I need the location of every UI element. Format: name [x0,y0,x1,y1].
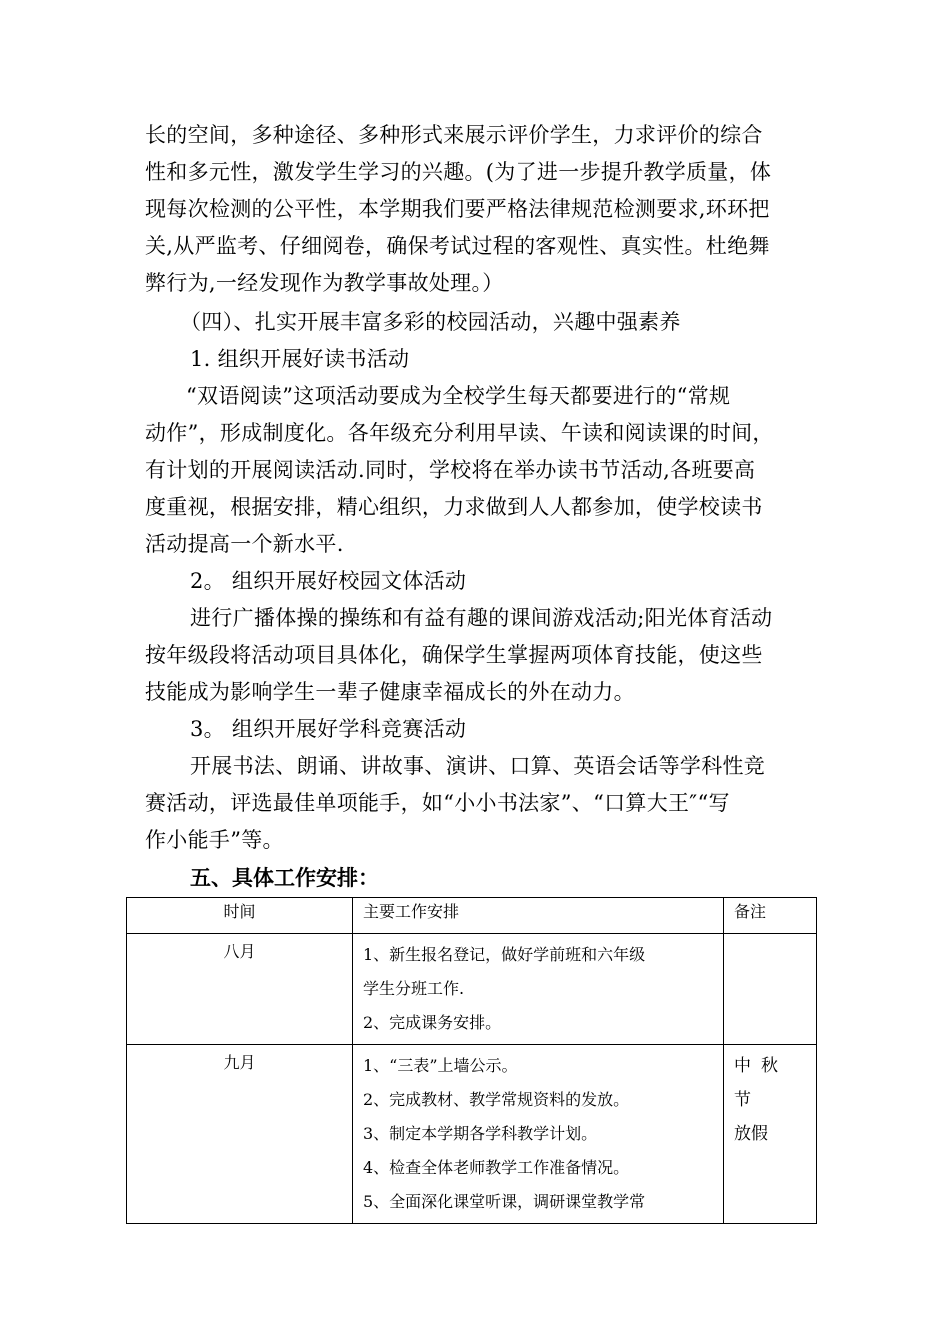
schedule-table [126,897,817,1224]
row-item: 1、“三表”上墙公示。 [363,1056,518,1075]
row-item: 2、完成教材、教学常规资料的发放。 [363,1090,630,1109]
item-heading: 2。 组织开展好校园文体活动 [190,569,467,593]
paragraph-line: 赛活动，评选最佳单项能手，如“小小书法家”、“口算大王″“写 [145,791,730,815]
row-item: 3、制定本学期各学科教学计划。 [363,1124,598,1143]
row-item: 5、全面深化课堂听课，调研课堂教学常 [363,1192,646,1211]
row-main [353,1045,724,1224]
paragraph-line: 动作”，形成制度化。各年级充分利用早读、午读和阅读课的时间， [145,421,774,445]
paragraph-line: 按年级段将活动项目具体化，确保学生掌握两项体育技能，使这些 [145,643,763,667]
item-heading: 3。 组织开展好学科竞赛活动 [190,717,467,741]
table-row [127,934,817,1045]
header-time: 时间 [127,898,353,934]
paragraph-line: 弊行为,一经发现作为教学事故处理。） [145,271,504,295]
paragraph-line: 技能成为影响学生一辈子健康幸福成长的外在动力。 [145,680,635,704]
paragraph-line: “双语阅读”这项活动要成为全校学生每天都要进行的“常规 [186,384,731,408]
header-main: 主要工作安排 [353,898,724,934]
paragraph-line: 度重视，根据安排，精心组织，力求做到人人都参加，使学校读书 [145,495,763,519]
paragraph-line: 作小能手”等。 [145,828,284,852]
row-item: 2、完成课务安排。 [363,1013,502,1032]
paragraph-line: 有计划的开展阅读活动.同时，学校将在举办读书节活动,各班要高 [145,458,756,482]
note-line: 放假 [734,1124,768,1144]
row-item: 4、检查全体老师教学工作准备情况。 [363,1158,630,1177]
note-line: 中秋节 [734,1056,788,1110]
row-time: 八月 [127,934,353,1045]
row-item: 学生分班工作. [363,979,465,998]
paragraph-line: 现每次检测的公平性，本学期我们要严格法律规范检测要求,环环把 [145,197,770,221]
paragraph-line: 长的空间，多种途径、多种形式来展示评价学生，力求评价的综合 [145,123,763,147]
paragraph-line: 进行广播体操的操练和有益有趣的课间游戏活动;阳光体育活动 [190,606,773,630]
paragraph-line: 关,从严监考、仔细阅卷，确保考试过程的客观性、真实性。杜绝舞 [145,234,770,258]
header-note: 备注 [724,898,817,934]
subsection-heading: （四）、扎实开展丰富多彩的校园活动，兴趣中强素养 [180,310,681,334]
row-note [724,934,817,1045]
row-time: 九月 [127,1045,353,1224]
paragraph-line: 活动提高一个新水平. [145,532,344,556]
row-note [724,1045,817,1224]
row-item: 1、新生报名登记，做好学前班和六年级 [363,945,646,964]
row-main [353,934,724,1045]
table-row [127,1045,817,1224]
table-header-row [127,898,817,934]
section-heading: 五、具体工作安排： [190,866,379,890]
item-heading: 1. 组织开展好读书活动 [190,347,410,371]
paragraph-line: 性和多元性，激发学生学习的兴趣。(为了进一步提升教学质量，体 [145,160,772,184]
paragraph-line: 开展书法、朗诵、讲故事、演讲、口算、英语会话等学科性竞 [190,754,766,778]
